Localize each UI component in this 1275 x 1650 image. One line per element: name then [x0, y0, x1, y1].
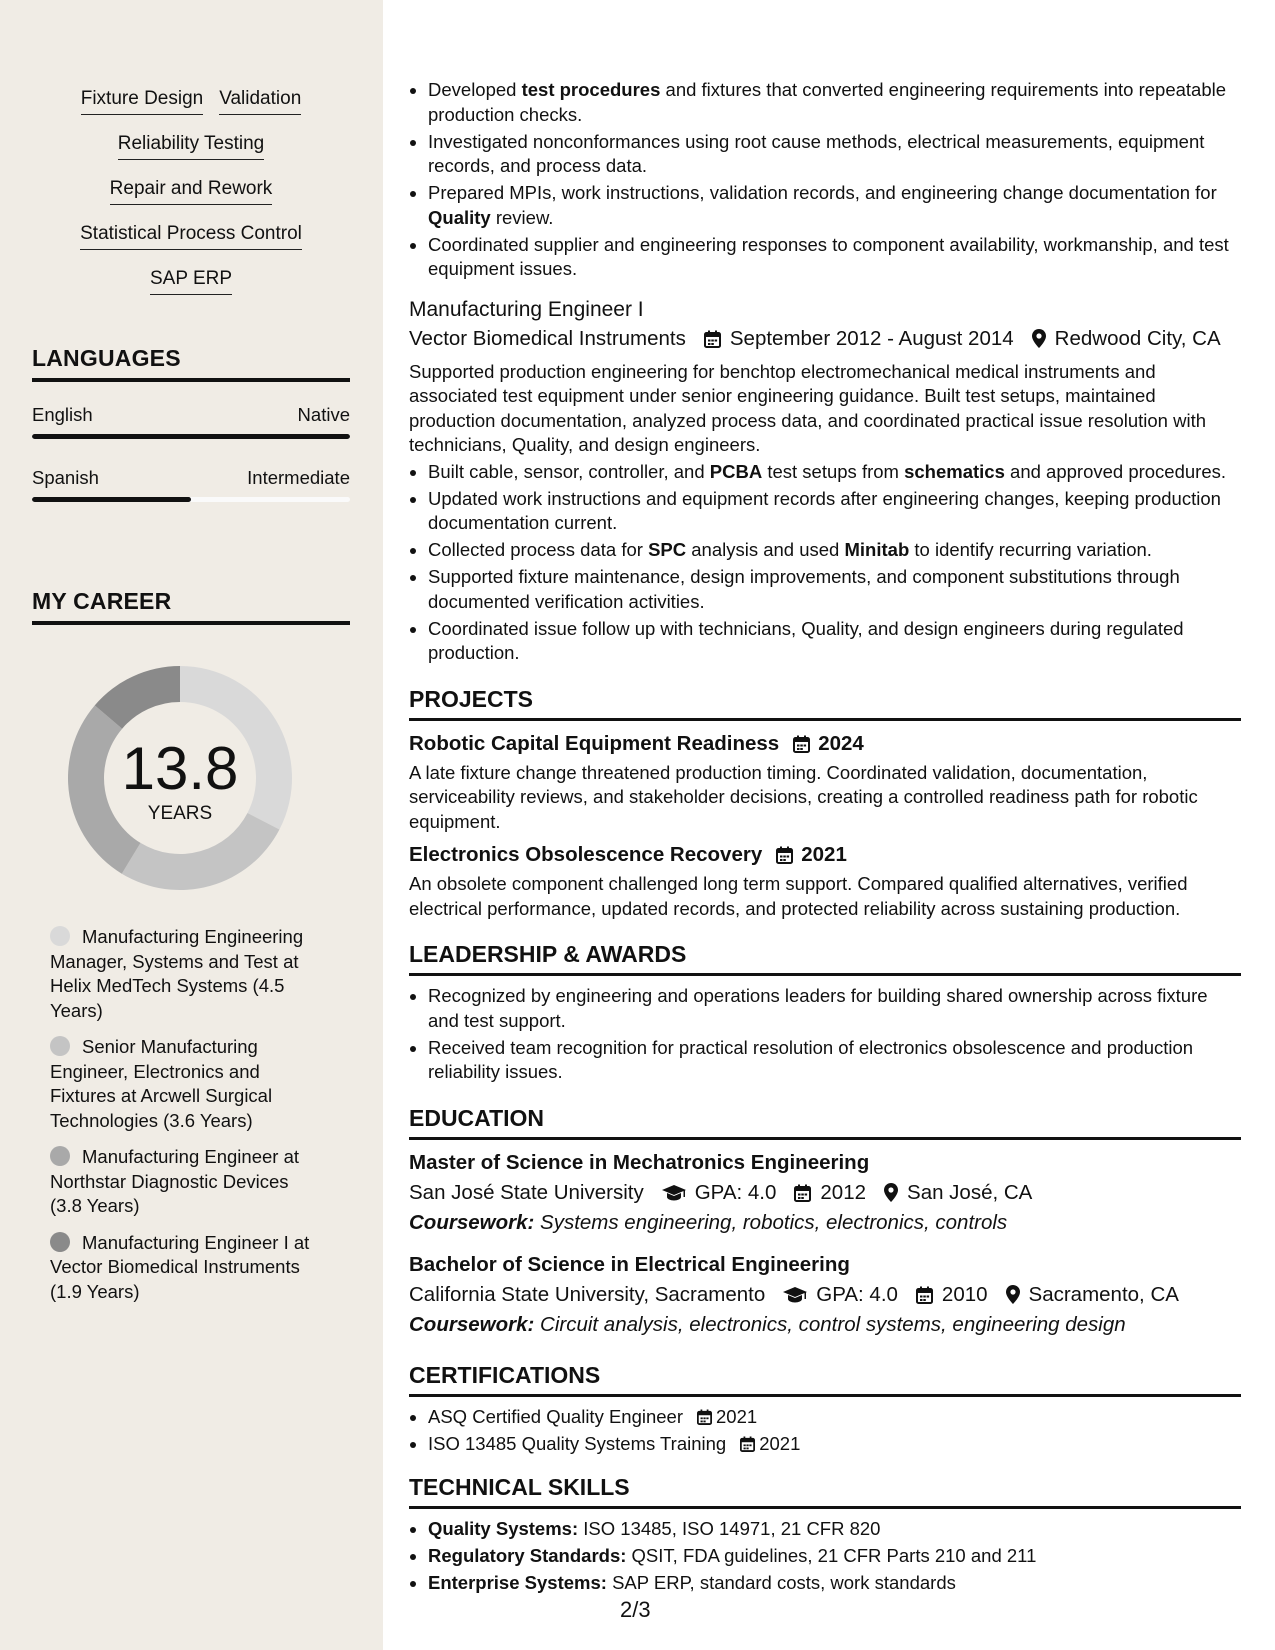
calendar-icon: [916, 1286, 933, 1304]
degree-title: Bachelor of Science in Electrical Engineering: [409, 1252, 850, 1276]
skill-row: [32, 131, 350, 176]
calendar-icon: [740, 1436, 755, 1452]
projects-heading: PROJECTS: [409, 686, 1241, 721]
career-role-text: Manufacturing Engineering Manager, Systems and Test at Helix MedTech Systems (4.5 Years): [50, 926, 304, 1021]
bullet-item: • Investigated nonconformances using root cause methods, electrical measurements, equipment records, and process data.: [428, 130, 1241, 179]
skill-tag: Repair and Rework: [110, 176, 273, 205]
bullet-item: • Supported fixture maintenance, design improvements, and component substitutions through documented verification activities.: [428, 565, 1241, 614]
certification-item: [428, 1432, 1241, 1457]
skill-row: [32, 266, 350, 311]
job-company: Vector Biomedical Instruments: [409, 326, 686, 350]
calendar-icon: [704, 330, 721, 348]
job-dates: September 2012 - August 2014: [729, 326, 1014, 350]
legend-dot: [50, 1232, 70, 1252]
project-item: [409, 729, 1241, 835]
skill-tag: Validation: [219, 86, 301, 115]
calendar-icon: [776, 846, 793, 864]
language-name: Spanish: [32, 467, 99, 488]
career-role-text: Manufacturing Engineer at Northstar Diagnostic Devices (3.8 Years): [50, 1146, 299, 1216]
certification-item: [428, 1405, 1241, 1430]
education-meta: [409, 1280, 1241, 1310]
coursework: Coursework: Circuit analysis, electronics, control systems, engineering design: [409, 1312, 1126, 1336]
job-title: Manufacturing Engineer I: [409, 297, 644, 321]
education-item: [409, 1250, 1241, 1340]
education-item: [409, 1148, 1241, 1238]
project-year: 2024: [818, 731, 864, 755]
certification-name: • ASQ Certified Quality Engineer: [428, 1405, 684, 1427]
bullet-item: • Coordinated supplier and engineering responses to component availability, workmanship, and test equipment issues.: [428, 233, 1241, 282]
language-item: [32, 467, 350, 502]
skill-tags: [32, 86, 350, 311]
project-item: [409, 840, 1241, 921]
school-location: Sacramento, CA: [1028, 1282, 1179, 1306]
education-heading: EDUCATION: [409, 1105, 1241, 1140]
career-legend-item: [50, 1145, 320, 1219]
degree-title: Master of Science in Mechatronics Engineering: [409, 1150, 870, 1174]
certification-name: • ISO 13485 Quality Systems Training: [428, 1432, 727, 1454]
language-level: Intermediate: [247, 467, 350, 488]
skill-row: [32, 176, 350, 221]
career-section: [32, 588, 350, 625]
project-description: An obsolete component challenged long term support. Compared qualified alternatives, verified electrical performance, updated records, and protected reliability across sustaining production.: [409, 873, 1188, 919]
career-legend: [50, 925, 320, 1316]
technical-skill-item: • Quality Systems: ISO 13485, ISO 14971, 21 CFR 820: [428, 1517, 1241, 1542]
bullet-item: • Built cable, sensor, controller, and PCBA test setups from schematics and approved procedures.: [428, 460, 1241, 485]
calendar-icon: [697, 1409, 712, 1425]
skill-tag: Fixture Design: [81, 86, 204, 115]
donut-center: [62, 660, 298, 896]
project-description: A late fixture change threatened production timing. Coordinated validation, documentation, serviceability reviews, and stakeholder decisions, creating a controlled readiness path for robotic equipment.: [409, 761, 1198, 832]
leadership-list: [409, 984, 1241, 1085]
certification-year: 2021: [759, 1432, 801, 1454]
career-legend-item: [50, 1035, 320, 1133]
school-location: San José, CA: [907, 1180, 1033, 1204]
graduation-cap-icon: [662, 1185, 686, 1201]
location-pin-icon: [1032, 329, 1046, 348]
language-name: English: [32, 404, 93, 425]
page-number: 2/3: [620, 1597, 651, 1622]
job-bullets: [409, 460, 1241, 666]
job-summary: Supported production engineering for benchtop electromechanical medical instruments and associated test equipment under senior engineering guidance. Built test setups, maintained production documentation, analyzed process data, and coordinated practical issue resolution with technicians, Quality, and design engineers.: [409, 360, 1207, 455]
certifications-heading: CERTIFICATIONS: [409, 1362, 1241, 1397]
legend-dot: [50, 926, 70, 946]
gpa: GPA: 4.0: [694, 1180, 777, 1204]
bullet-item: • Recognized by engineering and operations leaders for building shared ownership across fixture and test support.: [428, 984, 1241, 1033]
languages-heading: LANGUAGES: [32, 345, 350, 382]
job-meta: [409, 324, 1241, 354]
graduation-year: 2012: [820, 1180, 867, 1204]
language-bar: [32, 497, 350, 502]
bullet-item: • Collected process data for SPC analysis and used Minitab to identify recurring variation.: [428, 538, 1241, 563]
bullet-item: • Updated work instructions and equipment records after engineering changes, keeping production documentation current.: [428, 487, 1241, 536]
language-level: Native: [297, 404, 350, 425]
technical-skills-heading: TECHNICAL SKILLS: [409, 1474, 1241, 1509]
calendar-icon: [794, 1184, 811, 1202]
job-location: Redwood City, CA: [1054, 326, 1221, 350]
graduation-cap-icon: [783, 1287, 807, 1303]
graduation-year: 2010: [941, 1282, 988, 1306]
project-year: 2021: [801, 843, 847, 866]
career-legend-item: [50, 925, 320, 1023]
school-name: California State University, Sacramento: [409, 1282, 766, 1306]
bullet-item: • Coordinated issue follow up with technicians, Quality, and design engineers during regulated production.: [428, 617, 1241, 666]
gpa: GPA: 4.0: [816, 1282, 898, 1306]
certifications-list: [409, 1405, 1241, 1457]
school-name: San José State University: [409, 1180, 644, 1204]
bullet-item: • Developed test procedures and fixtures that converted engineering requirements into repeatable production checks.: [428, 78, 1241, 127]
location-pin-icon: [1006, 1285, 1020, 1304]
main-content: [409, 78, 1241, 1598]
career-legend-item: [50, 1231, 320, 1305]
skill-tag: Statistical Process Control: [80, 221, 302, 250]
career-role-text: Senior Manufacturing Engineer, Electronics and Fixtures at Arcwell Surgical Technologies (3.6 Years): [50, 1036, 273, 1131]
language-bar: [32, 434, 350, 439]
skill-row: [32, 86, 350, 131]
career-total-years: 13.8: [121, 735, 239, 802]
sidebar: [0, 0, 383, 1650]
coursework: Coursework: Systems engineering, robotics, electronics, controls: [409, 1210, 1008, 1234]
project-title: Electronics Obsolescence Recovery: [409, 843, 763, 866]
calendar-icon: [793, 735, 810, 753]
languages-section: [32, 345, 350, 502]
certification-year: 2021: [716, 1405, 758, 1427]
career-years-unit: YEARS: [147, 803, 213, 824]
leadership-heading: LEADERSHIP & AWARDS: [409, 941, 1241, 976]
skill-row: [32, 221, 350, 266]
career-role-text: Manufacturing Engineer I at Vector Biomedical Instruments (1.9 Years): [50, 1231, 310, 1302]
project-title: Robotic Capital Equipment Readiness: [409, 731, 780, 755]
technical-skill-item: • Regulatory Standards: QSIT, FDA guidelines, 21 CFR Parts 210 and 211: [428, 1544, 1241, 1569]
legend-dot: [50, 1146, 70, 1166]
skill-tag: Reliability Testing: [118, 131, 264, 160]
bullet-item: • Prepared MPIs, work instructions, validation records, and engineering change documentation for Quality review.: [428, 181, 1241, 230]
language-bar-fill: [32, 434, 350, 439]
technical-skills-list: [409, 1517, 1241, 1596]
skill-tag: SAP ERP: [150, 266, 232, 295]
location-pin-icon: [884, 1183, 898, 1202]
technical-skill-item: • Enterprise Systems: SAP ERP, standard costs, work standards: [428, 1571, 1241, 1596]
career-donut-chart: [62, 660, 298, 896]
previous-job-bullets: [409, 78, 1241, 282]
bullet-item: • Received team recognition for practical resolution of electronics obsolescence and production reliability issues.: [428, 1036, 1241, 1085]
legend-dot: [50, 1036, 70, 1056]
career-heading: MY CAREER: [32, 588, 350, 625]
language-item: [32, 404, 350, 439]
education-meta: [409, 1178, 1241, 1208]
language-bar-fill: [32, 497, 191, 502]
